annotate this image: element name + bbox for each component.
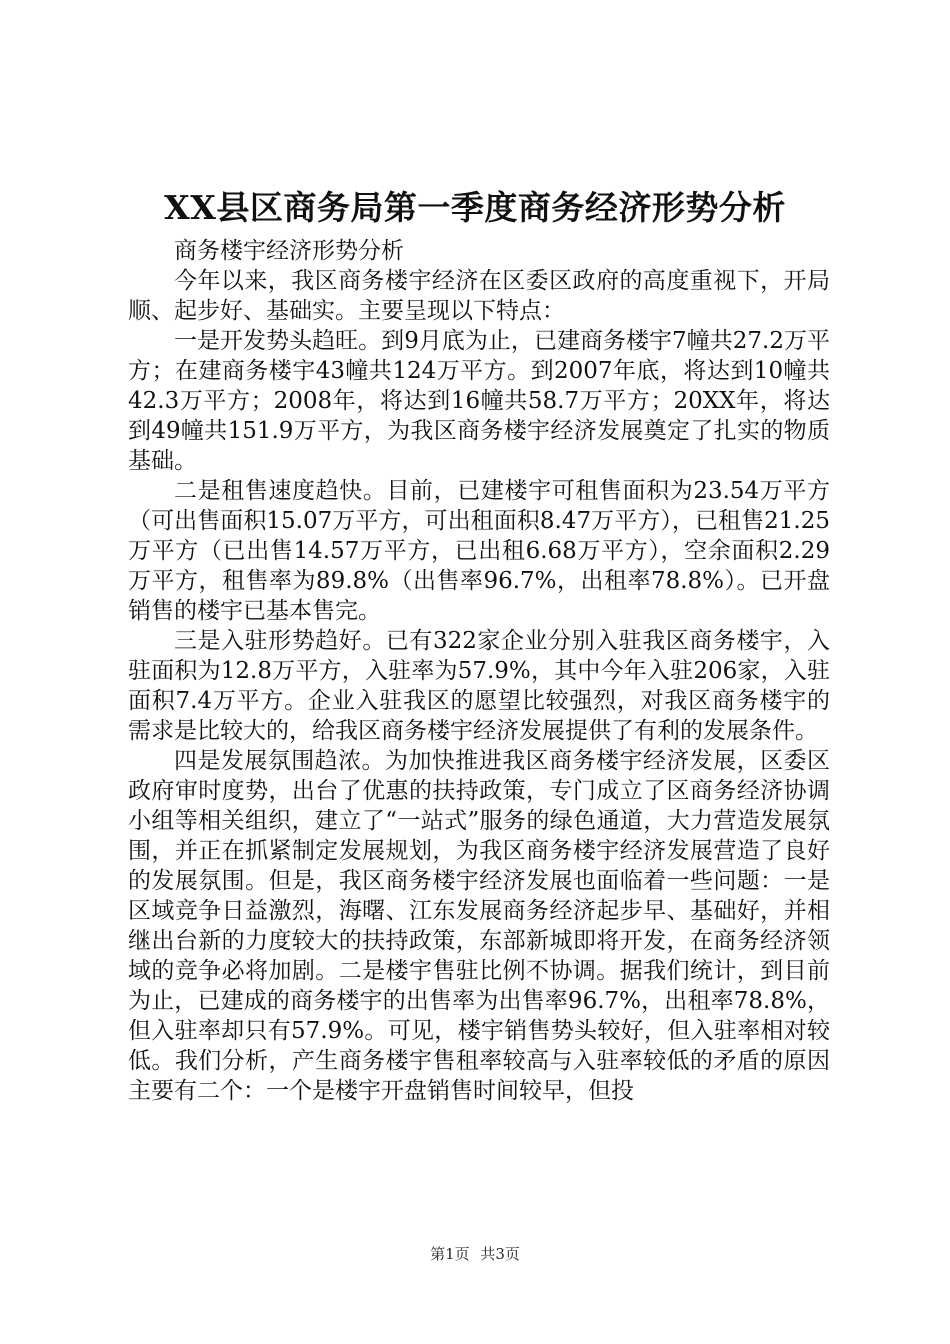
paragraph-point-1: 一是开发势头趋旺。到9月底为止，已建商务楼宇7幢共27.2万平方；在建商务楼宇43幢共124万平方。到2007年底，将达到10幢共42.3万平方；2008年，将达到16幢共58.7万平方；20XX年，将达到49幢共151.9万平方，为我区商务楼宇经济发展奠定了扎实的物质基础。 xyxy=(128,328,830,474)
paragraph-intro: 今年以来，我区商务楼宇经济在区委区政府的高度重视下，开局顺、起步好、基础实。主要呈现以下特点： xyxy=(128,268,830,324)
paragraph-point-4: 四是发展氛围趋浓。为加快推进我区商务楼宇经济发展，区委区政府审时度势，出台了优惠的扶持政策，专门成立了区商务经济协调小组等相关组织，建立了“一站式”服务的绿色通道，大力营造发展氛围，并正在抓紧制定发展规划，为我区商务楼宇经济发展营造了良好的发展氛围。但是，我区商务楼宇经济发展也面临着一些问题：一是区域竞争日益激烈，海曙、江东发展商务经济起步早、基础好，并相继出台新的力度较大的扶持政策，东部新城即将开发，在商务经济领域的竞争必将加剧。二是楼宇售驻比例不协调。据我们统计，到目前为止，已建成的商务楼宇的出售率为出售率96.7%，出租率78.8%，但入驻率却只有57.9%。可见，楼宇销售势头较好，但入驻率相对较低。我们分析，产生商务楼宇售租率较高与入驻率较低的矛盾的原因主要有二个：一个是楼宇开盘销售时间较早，但投 xyxy=(128,748,830,1104)
page-number: 第1页 xyxy=(430,1245,470,1263)
paragraph-point-2: 二是租售速度趋快。目前，已建楼宇可租售面积为23.54万平方（可出售面积15.07万平方，可出租面积8.47万平方），已租售21.25万平方（已出售14.57万平方，已出租6.68万平方），空余面积2.29万平方，租售率为89.8%（出售率96.7%，出租率78.8%）。已开盘销售的楼宇已基本售完。 xyxy=(128,478,830,624)
paragraph-subtitle: 商务楼宇经济形势分析 xyxy=(174,238,404,264)
document-title: XX县区商务局第一季度商务经济形势分析 xyxy=(164,188,786,227)
document-body xyxy=(128,236,830,1106)
page-footer xyxy=(0,1244,950,1264)
paragraph-point-3: 三是入驻形势趋好。已有322家企业分别入驻我区商务楼宇，入驻面积为12.8万平方，入驻率为57.9%，其中今年入驻206家，入驻面积7.4万平方。企业入驻我区的愿望比较强烈，对我区商务楼宇的需求是比较大的，给我区商务楼宇经济发展提供了有利的发展条件。 xyxy=(128,628,830,744)
page-total: 共3页 xyxy=(480,1245,520,1263)
